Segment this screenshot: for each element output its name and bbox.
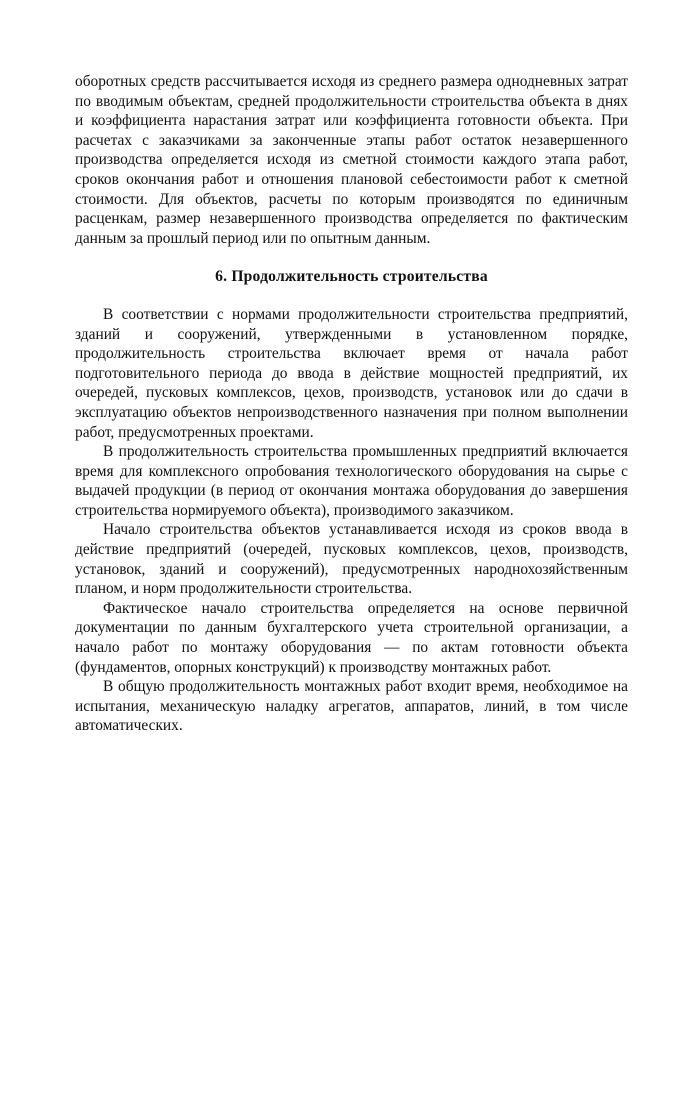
document-page — [75, 72, 628, 736]
paragraph-actual-start: Фактическое начало строительства определяется на основе первичной документации по данным бухгалтерского учета строительной организации, а начало работ по монтажу оборудования — по актам готовности объекта (фундаментов, опорных конструкций) к производству монтажных работ. — [75, 599, 628, 676]
intro-paragraph: оборотных средств рассчитывается исходя из среднего размера однодневных затрат по вводимым объектам, средней продолжительности строительства объекта в днях и коэффициента нарастания затрат или коэффициента готовности объекта. При расчетах с заказчиками за законченные этапы работ остаток незавершенного производства определяется исходя из сметной стоимости каждого этапа работ, сроков окончания работ и отношения плановой себестоимости работ к сметной стоимости. Для объектов, расчеты по которым производятся по единичным расценкам, размер незавершенного производства определяется по фактическим данным за прошлый период или по опытным данным. — [75, 73, 628, 247]
paragraph-start: Начало строительства объектов устанавливается исходя из сроков ввода в действие предприятий (очередей, пусковых комплексов, цехов, производств, установок, зданий и сооружений), предусмотренных народнохозяйственным планом, и норм продолжительности строительства. — [75, 521, 628, 598]
paragraph-industrial: В продолжительность строительства промышленных предприятий включается время для комплексного опробования технологического оборудования на сырье с выдачей продукции (в период от окончания монтажа оборудования до завершения строительства нормируемого объекта), производимого заказчиком. — [75, 443, 628, 519]
section-heading: 6. Продолжительность строительства — [215, 268, 488, 286]
paragraph-installation: В общую продолжительность монтажных работ входит время, необходимое на испытания, механическую наладку агрегатов, аппаратов, линий, в том числе автоматических. — [75, 678, 628, 735]
paragraph-norms: В соответствии с нормами продолжительности строительства предприятий, зданий и сооружений, утвержденными в установленном порядке, продолжительность строительства включает время от начала работ подготовительного периода до ввода в действие мощностей предприятий, их очередей, пусковых комплексов, цехов, производств, установок или до сдачи в эксплуатацию объектов непроизводственного назначения при полном выполнении работ, предусмотренных проектами. — [75, 305, 628, 441]
